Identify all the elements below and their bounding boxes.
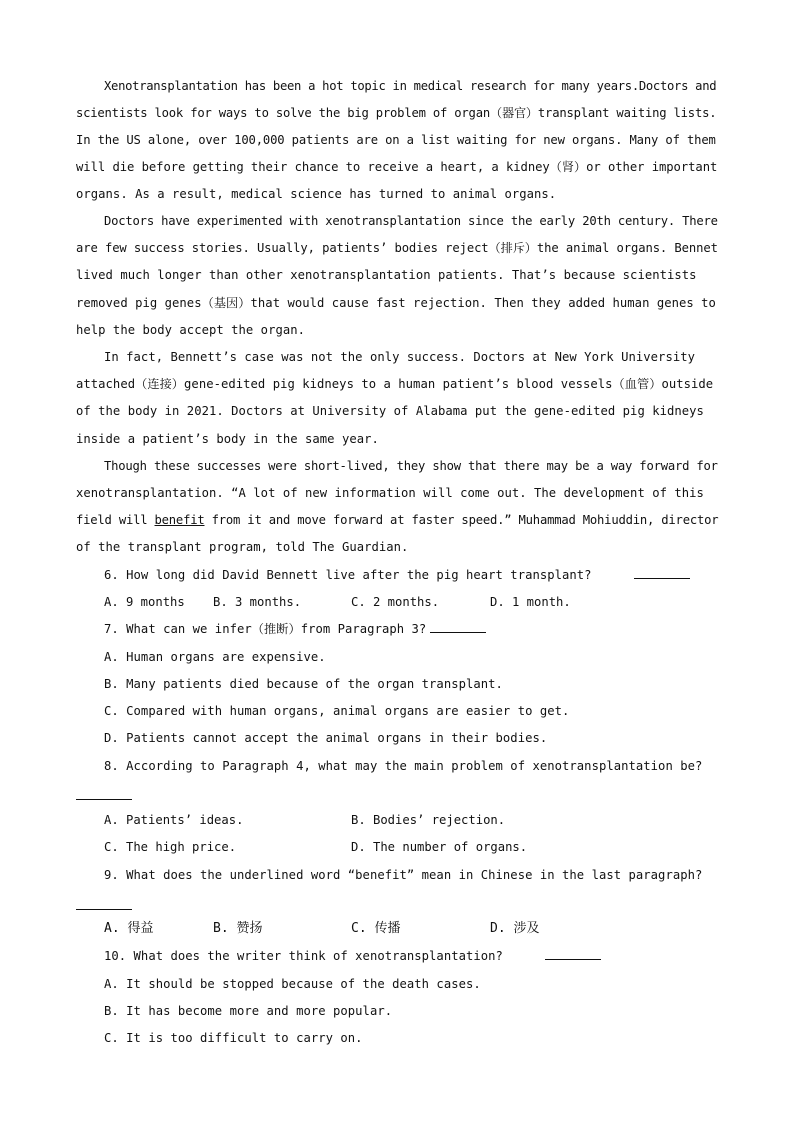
passage-p4-line: of the transplant program, told The Guardian. <box>76 540 409 554</box>
passage-p1-line: will die before getting their chance to receive a heart, a kidney（肾）or other important <box>76 160 718 174</box>
passage-p1-line: In the US alone, over 100,000 patients are on a list waiting for new organs. Many of them <box>76 133 716 147</box>
option-d[interactable]: D. Patients cannot accept the animal organs in their bodies. <box>104 731 548 745</box>
passage-p4-line: xenotransplantation. “A lot of new information will come out. The development of this <box>76 486 704 500</box>
passage-p1-line: organs. As a result, medical science has turned to animal organs. <box>76 187 557 201</box>
option-b[interactable]: B. 3 months. <box>213 595 302 609</box>
passage-p2-line: removed pig genes（基因）that would cause fast rejection. Then they added human genes to <box>76 296 716 310</box>
option-a[interactable]: A. Human organs are expensive. <box>104 650 326 664</box>
passage-p1-line: Xenotransplantation has been a hot topic in medical research for many years.Doctors and <box>104 79 717 93</box>
answer-blank[interactable] <box>76 798 132 800</box>
option-d[interactable]: D. 1 month. <box>490 595 571 609</box>
option-b[interactable]: B. It has become more and more popular. <box>104 1004 393 1018</box>
option-b[interactable]: B. Many patients died because of the organ transplant. <box>104 677 503 691</box>
question-9: 9. What does the underlined word “benefit” mean in Chinese in the last paragraph? <box>104 868 703 882</box>
option-b[interactable]: B. Bodies’ rejection. <box>351 813 506 827</box>
question-text: 7. What can we infer（推断）from Paragraph 3? <box>104 622 427 636</box>
passage-p2-line: Doctors have experimented with xenotransplantation since the early 20th century. There <box>104 214 718 228</box>
passage-p3-line: of the body in 2021. Doctors at University of Alabama put the gene-edited pig kidneys <box>76 404 704 418</box>
passage-p4-line <box>76 512 718 528</box>
passage-p3-line: inside a patient’s body in the same year. <box>76 432 379 446</box>
passage-p2-line: lived much longer than other xenotransplantation patients. That’s because scientists <box>76 268 697 282</box>
question-8: 8. According to Paragraph 4, what may the main problem of xenotransplantation be? <box>104 759 703 773</box>
question-10 <box>104 948 601 964</box>
option-a[interactable]: A. 9 months <box>104 595 185 609</box>
passage-p2-line: help the body accept the organ. <box>76 323 306 337</box>
answer-blank[interactable] <box>76 908 132 910</box>
passage-p3-line: In fact, Bennett’s case was not the only success. Doctors at New York University <box>104 350 695 364</box>
question-6-options <box>104 594 664 610</box>
passage-p2-line: are few success stories. Usually, patients’ bodies reject（排斥）the animal organs. Bennet <box>76 241 718 255</box>
answer-blank[interactable] <box>430 631 486 633</box>
question-text: 6. How long did David Bennett live after the pig heart transplant? <box>104 568 592 582</box>
question-text: 10. What does the writer think of xenotransplantation? <box>104 949 503 963</box>
option-c[interactable]: C. Compared with human organs, animal organs are easier to get. <box>104 704 570 718</box>
passage-text: field will <box>76 513 155 527</box>
option-a[interactable]: A. It should be stopped because of the death cases. <box>104 977 481 991</box>
passage-text: from it and move forward at faster speed.” Muhammad Mohiuddin, director <box>204 513 719 527</box>
option-b[interactable]: B. 赞扬 <box>213 921 263 936</box>
answer-blank[interactable] <box>545 958 601 960</box>
option-a[interactable]: A. Patients’ ideas. <box>104 813 244 827</box>
underlined-word: benefit <box>154 513 205 527</box>
passage-p1-line: scientists look for ways to solve the big problem of organ（器官）transplant waiting lists. <box>76 106 717 120</box>
option-c[interactable]: C. The high price. <box>104 840 237 854</box>
passage-p3-line: attached（连接）gene-edited pig kidneys to a human patient’s blood vessels（血管）outside <box>76 377 714 391</box>
option-c[interactable]: C. It is too difficult to carry on. <box>104 1031 363 1045</box>
option-a[interactable]: A. 得益 <box>104 921 154 936</box>
option-d[interactable]: D. 涉及 <box>490 921 540 936</box>
option-d[interactable]: D. The number of organs. <box>351 840 528 854</box>
option-c[interactable]: C. 传播 <box>351 921 401 936</box>
answer-blank[interactable] <box>634 577 690 579</box>
question-8-options-row1 <box>104 812 664 828</box>
option-c[interactable]: C. 2 months. <box>351 595 440 609</box>
question-6 <box>104 567 690 583</box>
passage-p4-line: Though these successes were short-lived, they show that there may be a way forward for <box>104 459 718 473</box>
question-7 <box>104 621 486 637</box>
question-9-options <box>104 921 664 938</box>
question-8-options-row2 <box>104 839 664 855</box>
